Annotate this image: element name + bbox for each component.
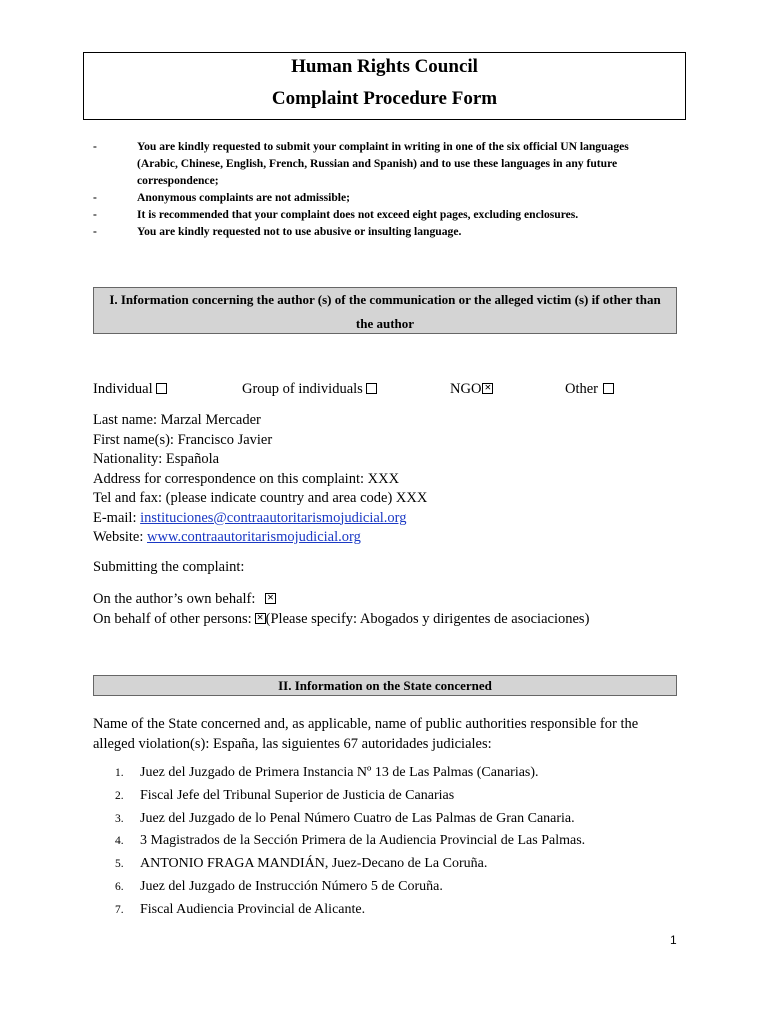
instruction-item — [93, 206, 663, 223]
website-row — [93, 528, 427, 548]
author-info — [93, 411, 427, 548]
other-persons-row — [93, 610, 589, 630]
tel-fax: Tel and fax: (please indicate country and area code) XXX — [93, 490, 428, 506]
own-behalf-row — [93, 590, 589, 610]
list-number: 5. — [115, 858, 124, 871]
ngo-checkbox[interactable] — [482, 383, 493, 394]
list-text: 3 Magistrados de la Sección Primera de la Audiencia Provincial de Las Palmas. — [140, 833, 586, 849]
list-text: Fiscal Jefe del Tribunal Superior de Justicia de Canarias — [140, 787, 455, 803]
list-number: 3. — [115, 812, 124, 825]
list-text: Juez del Juzgado de Instrucción Número 5 de Coruña. — [140, 878, 443, 894]
author-type-individual[interactable] — [93, 381, 167, 398]
list-number: 2. — [115, 789, 124, 802]
instruction-text: It is recommended that your complaint does not exceed eight pages, excluding enclosures. — [137, 208, 579, 221]
instruction-dash: - — [93, 225, 97, 238]
instruction-dash: - — [93, 208, 97, 221]
group-label: Group of individuals — [242, 381, 363, 397]
nationality: Nationality: Española — [93, 451, 220, 467]
email-label: E-mail: — [93, 509, 141, 526]
form-title-box — [83, 52, 686, 120]
list-number: 1. — [115, 767, 124, 779]
section-1-header: I. Information concerning the author (s) of the communication or the alleged victim (s) if other than the author — [93, 287, 677, 334]
instruction-text: Anonymous complaints are not admissible; — [137, 191, 351, 204]
website-link[interactable]: www.contraautoritarismojudicial.org — [147, 529, 361, 545]
list-number: 4. — [115, 835, 124, 848]
individual-checkbox[interactable] — [156, 383, 167, 394]
list-text: Juez del Juzgado de lo Penal Número Cuatro de Las Palmas de Gran Canaria. — [140, 810, 575, 826]
group-checkbox[interactable] — [366, 383, 377, 394]
list-text: Fiscal Audiencia Provincial de Alicante. — [140, 901, 366, 917]
instruction-text: You are kindly requested to submit your complaint in writing in one of the six official UN languages (Arabic, Chinese, English, French, Russian and Spanish) and to use these languages in any future correspondence; — [137, 140, 629, 187]
instruction-item — [93, 138, 663, 189]
list-text: ANTONIO FRAGA MANDIÁN, Juez-Decano de La Coruña. — [140, 856, 488, 872]
author-type-ngo[interactable] — [450, 381, 493, 398]
instruction-text: You are kindly requested not to use abusive or insulting language. — [137, 225, 462, 238]
other-checkbox[interactable] — [603, 383, 614, 394]
section-2-header: II. Information on the State concerned — [93, 675, 677, 696]
first-names: First name(s): Francisco Javier — [93, 431, 273, 448]
instructions-list — [93, 138, 663, 240]
form-title: Complaint Procedure Form — [271, 88, 498, 109]
page-number: 1 — [670, 933, 677, 947]
individual-label: Individual — [93, 381, 153, 397]
ngo-label: NGO — [450, 381, 482, 397]
state-concerned-paragraph: Name of the State concerned and, as applicable, name of public authorities responsible for the alleged violation(s): España, las siguientes 67 autoridades judiciales: — [93, 716, 639, 752]
council-title: Human Rights Council — [291, 56, 478, 77]
last-name: Last name: Marzal Mercader — [93, 412, 261, 428]
website-label: Website: — [93, 529, 147, 545]
other-persons-label: On behalf of other persons: — [93, 610, 252, 627]
list-text: Juez del Juzgado de Primera Instancia Nº 13 de Las Palmas (Canarias). — [140, 765, 539, 780]
instruction-item — [93, 189, 663, 206]
behalf-block — [93, 590, 589, 629]
author-type-other[interactable] — [565, 381, 614, 398]
instruction-dash: - — [93, 140, 97, 153]
instruction-dash: - — [93, 191, 97, 204]
author-type-group[interactable] — [242, 381, 377, 398]
submitting-label: Submitting the complaint: — [93, 559, 245, 575]
list-number: 7. — [115, 903, 124, 916]
instruction-item — [93, 223, 663, 240]
email-row — [93, 509, 427, 529]
other-label: Other — [565, 381, 599, 397]
own-behalf-checkbox[interactable] — [265, 593, 276, 604]
email-link[interactable]: instituciones@contraautoritarismojudicial.org — [140, 509, 407, 526]
other-persons-specify: (Please specify: Abogados y dirigentes de asociaciones) — [265, 610, 590, 627]
address: Address for correspondence on this complaint: XXX — [93, 470, 400, 487]
list-number: 6. — [115, 880, 124, 893]
own-behalf-label: On the author’s own behalf: — [93, 591, 256, 607]
other-persons-checkbox[interactable] — [255, 613, 266, 624]
